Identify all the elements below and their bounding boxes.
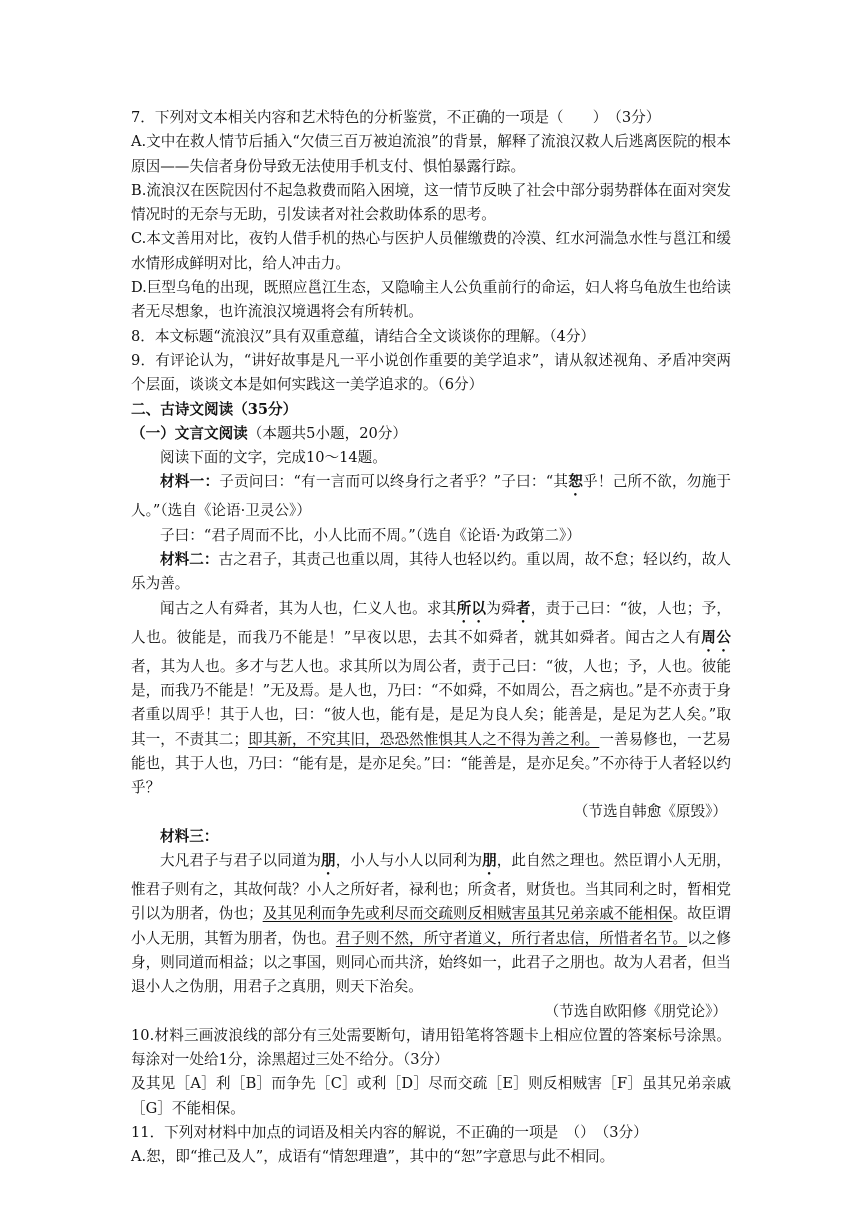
material-1-text-cont: 乎！己所不欲，勿施于人。”（选自《论语·卫灵公》） — [131, 473, 731, 520]
m2-seg-a: 闻古之人有舜者，其为人也，仁义人也。求其 — [160, 599, 457, 617]
m2-seg-d: 者，其为人也。多才与艺人也。求其所以为周公者，责于己曰：“彼，人也；予，人也。彼能是，而我乃不能是！”无及焉。是人也，乃曰：“不如舜，不如周公，吾之病也。”是不亦责于身者重以周乎！其于人也，曰：“彼人也，能有是，是足为良人矣；能善是，是足为艺人矣。”取其一，不责其二； — [131, 657, 731, 748]
m3-seg-d: 。故臣谓小人无朋，其暂为朋者，伪也。 — [131, 905, 731, 947]
material-2-label: 材料二： — [160, 551, 219, 569]
question-10-stem: 10.材料三画波浪线的部分有三处需要断句，请用铅笔将答题卡上相应位置的答案标号涂黑。每涂对一处给1分，涂黑超过三处不给分。（3分） — [131, 1026, 731, 1069]
question-7-option-b: B.流浪汉在医院因付不起急救费而陷入困境，这一情节反映了社会中部分弱势群体在面对突发情况时的无奈与无助，引发读者对社会救助体系的思考。 — [131, 181, 731, 224]
question-7-option-c: C.本文善用对比，夜钓人借手机的热心与医护人员催缴费的冷漠、红水河湍急水性与邕江和缓水情形成鲜明对比，给人冲击力。 — [131, 230, 731, 272]
material-1-label: 材料一： — [160, 473, 220, 491]
material-2-para-1 — [131, 548, 731, 597]
question-9: 9．有评论认为，“讲好故事是凡一平小说创作重要的美学追求”，请从叙述视角、矛盾冲突两个层面，谈谈文本是如何实践这一美学追求的。（6分） — [131, 351, 731, 394]
material-1-para-1 — [131, 470, 731, 523]
material-2-text: 古之君子，其责己也重以周，其待人也轻以约。重以周，故不怠；轻以约，故人乐为善。 — [131, 551, 731, 593]
material-1-para-2: 子曰：“君子周而不比，小人比而不周。”（选自《论语·为政第二》） — [160, 526, 581, 544]
dotted-word-shu: 恕 — [568, 473, 584, 491]
section-2-heading: 二、古诗文阅读（35分） — [131, 400, 298, 418]
subsection-1-title: （一）文言文阅读 — [131, 424, 248, 442]
question-7-option-d: D.巨型乌龟的出现，既照应邕江生态，又隐喻主人公负重前行的命运，妇人将乌龟放生也给读者无尽想象，也许流浪汉境遇将会有所转机。 — [131, 279, 731, 321]
material-1-text: 子贡问曰：“有一言而可以终身行之者乎？”子曰：“其 — [219, 473, 569, 491]
m2-seg-e: 一善易修也，一艺易能也，其于人也，乃曰：“能有是，是亦足矣。”曰：“能善是，是亦足矣。”不亦待于人者轻以约乎？ — [131, 730, 731, 797]
m3-seg-b: ，小人与小人以同利为 — [335, 852, 483, 870]
dotted-word-zhe: 者 — [515, 599, 531, 617]
material-2-para-2 — [131, 597, 731, 801]
material-2-source: （节选自韩愈《原毁》） — [573, 803, 727, 821]
m3-seg-a: 大凡君子与君子以同道为 — [160, 852, 322, 870]
underlined-sentence-material-2: 即其新，不究其旧，恐恐然惟惧其人之不得为善之利。 — [248, 730, 600, 748]
question-10-options: 及其见［A］利［B］而争先［C］或利［D］尽而交疏［E］则反相贼害［F］虽其兄弟亲戚［G］不能相保。 — [131, 1075, 731, 1117]
dotted-word-suoyi: 所以 — [456, 599, 487, 617]
question-8: 8．本文标题“流浪汉”具有双重意蕴，请结合全文谈谈你的理解。（4分） — [131, 327, 596, 345]
dotted-word-zhougong: 周公 — [701, 628, 731, 646]
material-3-para-1 — [131, 849, 731, 999]
underlined-sentence-material-3: 君子则不然，所守者道义，所行者忠信，所惜者名节。 — [335, 929, 688, 947]
subsection-1-note: （本题共5小题，20分） — [247, 424, 407, 442]
material-3-label: 材料三： — [160, 827, 219, 845]
question-7-option-a: A.文中在救人情节后插入“欠债三百万被迫流浪”的背景，解释了流浪汉救人后逃离医院的根本原因——失信者身份导致无法使用手机支付、惧怕暴露行踪。 — [131, 133, 731, 175]
question-11-stem: 11．下列对材料中加点的词语及相关内容的解说，不正确的一项是 （） （3分） — [131, 1123, 648, 1141]
m3-seg-e: 以之修身，则同道而相益；以之事国，则同心而共济，始终如一，此君子之朋也。故为人君者，但当退小人之伪朋，用君子之真朋，则天下治矣。 — [131, 929, 731, 996]
page-content — [131, 106, 731, 1170]
question-11-option-a: A.恕，即“推己及人”，成语有“情恕理遣”，其中的“恕”字意思与此不相同。 — [131, 1148, 615, 1166]
dotted-word-peng-1: 朋 — [321, 852, 336, 870]
wavy-underlined-sentence: 及其见利而争先或利尽而交疏则反相贼害虽其兄弟亲戚不能相保 — [262, 905, 673, 923]
m2-seg-c: ，责于己曰：“彼，人也；予，人也。彼能是，而我乃不能是！”早夜以思，去其不如舜者，就其如舜者。闻古之人有 — [131, 599, 731, 646]
material-3-source: （节选自欧阳修《朋党论》） — [544, 1002, 727, 1020]
subsection-1-heading — [131, 422, 731, 446]
m3-seg-c: ，此自然之理也。然臣谓小人无朋，惟君子则有之，其故何哉？小人之所好者，禄利也；所贪者，财货也。当其同利之时，暂相党引以为朋者，伪也； — [131, 852, 731, 923]
question-7-stem: 7．下列对文本相关内容和艺术特色的分析鉴赏，不正确的一项是（ ） （3分） — [131, 109, 661, 126]
dotted-word-peng-2: 朋 — [482, 852, 497, 870]
reading-instruction: 阅读下面的文字，完成10～14题。 — [160, 449, 387, 467]
m2-seg-b: 为舜 — [486, 599, 516, 617]
